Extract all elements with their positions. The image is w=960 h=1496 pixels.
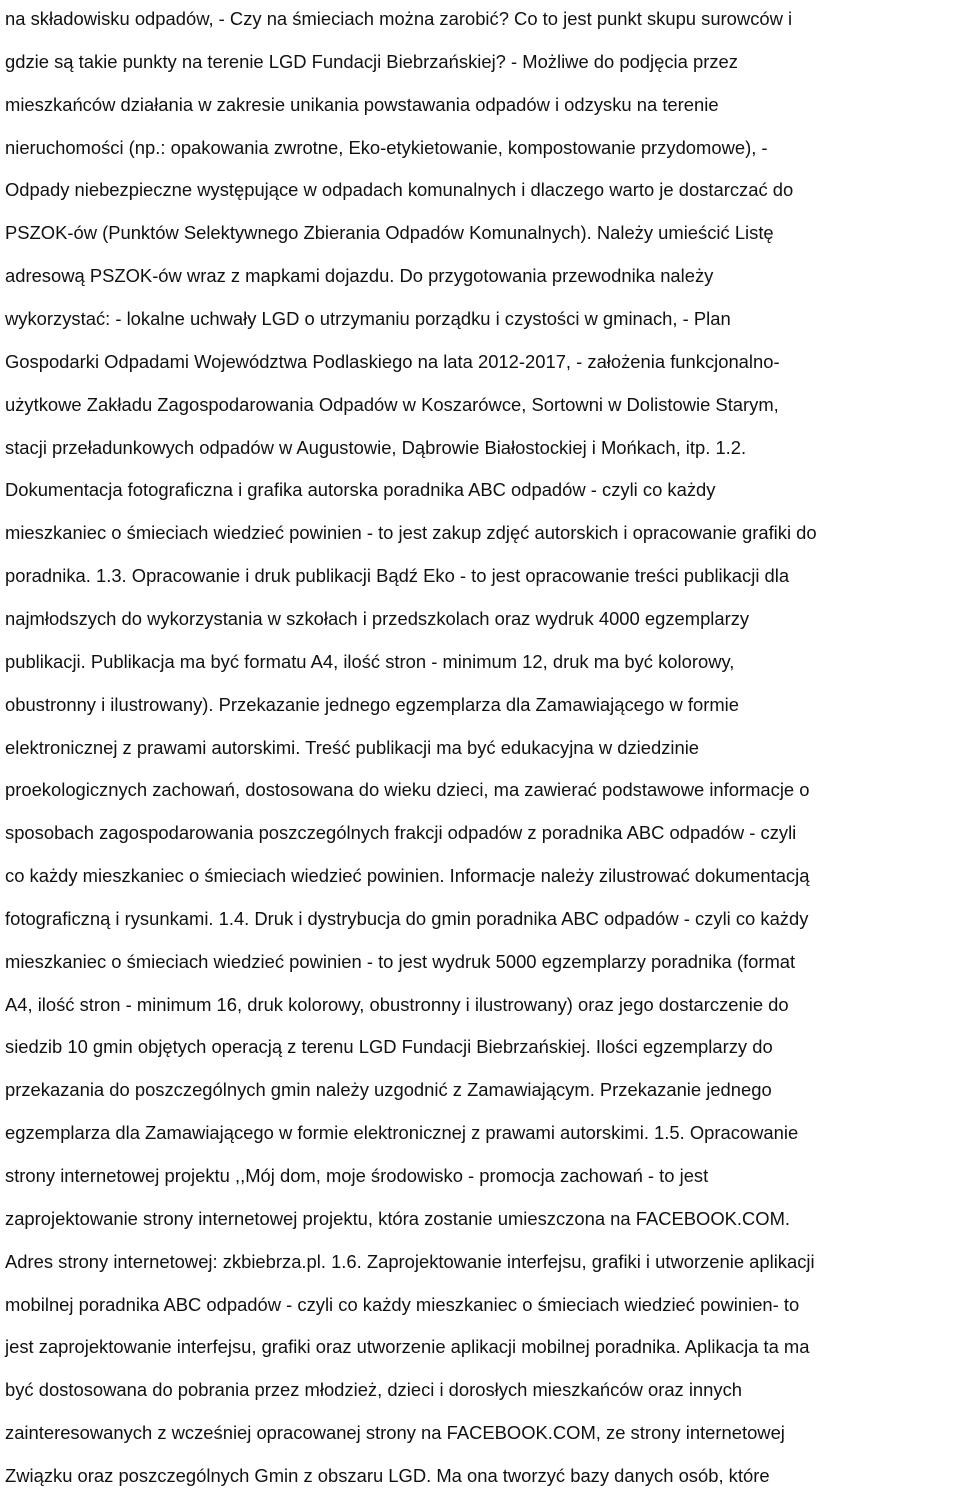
text-line: Związku oraz poszczególnych Gmin z obszaru LGD. Ma ona tworzyć bazy danych osób, które xyxy=(5,1464,770,1486)
text-line: obustronny i ilustrowany). Przekazanie jednego egzemplarza dla Zamawiającego w formie xyxy=(5,693,739,715)
text-line: siedzib 10 gmin objętych operacją z terenu LGD Fundacji Biebrzańskiej. Ilości egzemplarzy do xyxy=(5,1036,773,1058)
text-line: gdzie są takie punkty na terenie LGD Fundacji Biebrzańskiej? - Możliwe do podjęcia przez xyxy=(5,50,738,72)
text-line: adresową PSZOK-ów wraz z mapkami dojazdu. Do przygotowania przewodnika należy xyxy=(5,265,714,287)
text-line: sposobach zagospodarowania poszczególnych frakcji odpadów z poradnika ABC odpadów - czyli xyxy=(5,822,797,844)
text-line: mieszkaniec o śmieciach wiedzieć powinien - to jest wydruk 5000 egzemplarzy poradnika (format xyxy=(5,950,796,972)
text-line: mobilnej poradnika ABC odpadów - czyli co każdy mieszkaniec o śmieciach wiedzieć powinien- to xyxy=(5,1293,800,1315)
text-line: fotograficzną i rysunkami. 1.4. Druk i dystrybucja do gmin poradnika ABC odpadów - czyli co każdy xyxy=(5,907,809,929)
text-line: nieruchomości (np.: opakowania zwrotne, Eko-etykietowanie, kompostowanie przydomowe), - xyxy=(5,136,768,158)
text-line: Odpady niebezpieczne występujące w odpadach komunalnych i dlaczego warto je dostarczać do xyxy=(5,179,794,201)
text-line: zaprojektowanie strony internetowej projektu, która zostanie umieszczona na FACEBOOK.COM. xyxy=(5,1207,791,1229)
text-line: poradnika. 1.3. Opracowanie i druk publikacji Bądź Eko - to jest opracowanie treści publikacji dla xyxy=(5,565,790,587)
text-line: A4, ilość stron - minimum 16, druk kolorowy, obustronny i ilustrowany) oraz jego dostarczenie do xyxy=(5,993,789,1015)
text-line: strony internetowej projektu ,,Mój dom, moje środowisko - promocja zachowań - to jest xyxy=(5,1165,709,1186)
text-line: Gospodarki Odpadami Województwa Podlaskiego na lata 2012-2017, - założenia funkcjonalno- xyxy=(5,350,780,372)
text-line: co każdy mieszkaniec o śmieciach wiedzieć powinien. Informacje należy zilustrować dokumentacją xyxy=(5,865,810,886)
text-line: najmłodszych do wykorzystania w szkołach i przedszkolach oraz wydruk 4000 egzemplarzy xyxy=(5,607,750,629)
text-line: Dokumentacja fotograficzna i grafika autorska poradnika ABC odpadów - czyli co każdy xyxy=(5,479,716,501)
text-line: proekologicznych zachowań, dostosowana do wieku dzieci, ma zawierać podstawowe informacje o xyxy=(5,779,810,801)
text-line: mieszkaniec o śmieciach wiedzieć powinien - to jest zakup zdjęć autorskich i opracowanie grafiki do xyxy=(5,522,817,544)
text-line: użytkowe Zakładu Zagospodarowania Odpadów w Koszarówce, Sortowni w Dolistowie Starym, xyxy=(5,393,779,415)
text-line: Adres strony internetowej: zkbiebrza.pl. 1.6. Zaprojektowanie interfejsu, grafiki i utworzenie aplikacji xyxy=(5,1250,815,1272)
text-line: przekazania do poszczególnych gmin należy uzgodnić z Zamawiającym. Przekazanie jednego xyxy=(5,1079,772,1101)
text-line: jest zaprojektowanie interfejsu, grafiki oraz utworzenie aplikacji mobilnej poradnika. Aplikacja ta ma xyxy=(5,1336,810,1358)
text-line: stacji przeładunkowych odpadów w Augustowie, Dąbrowie Białostockiej i Mońkach, itp. 1.2. xyxy=(5,436,747,458)
text-line: publikacji. Publikacja ma być formatu A4, ilość stron - minimum 12, druk ma być kolorowy, xyxy=(5,650,735,672)
text-line: na składowisku odpadów, - Czy na śmieciach można zarobić? Co to jest punkt skupu surowców i xyxy=(5,8,793,29)
text-line: wykorzystać: - lokalne uchwały LGD o utrzymaniu porządku i czystości w gminach, - Plan xyxy=(5,307,731,329)
text-line: egzemplarza dla Zamawiającego w formie elektronicznej z prawami autorskimi. 1.5. Opracowanie xyxy=(5,1122,799,1144)
text-line: mieszkańców działania w zakresie unikania powstawania odpadów i odzysku na terenie xyxy=(5,93,719,115)
text-line: elektronicznej z prawami autorskimi. Treść publikacji ma być edukacyjna w dziedzinie xyxy=(5,736,700,758)
text-line: być dostosowana do pobrania przez młodzież, dzieci i dorosłych mieszkańców oraz innych xyxy=(5,1379,743,1401)
text-line: zainteresowanych z wcześniej opracowanej strony na FACEBOOK.COM, ze strony internetowej xyxy=(5,1422,785,1443)
text-line: PSZOK-ów (Punktów Selektywnego Zbierania Odpadów Komunalnych). Należy umieścić Listę xyxy=(5,222,774,244)
